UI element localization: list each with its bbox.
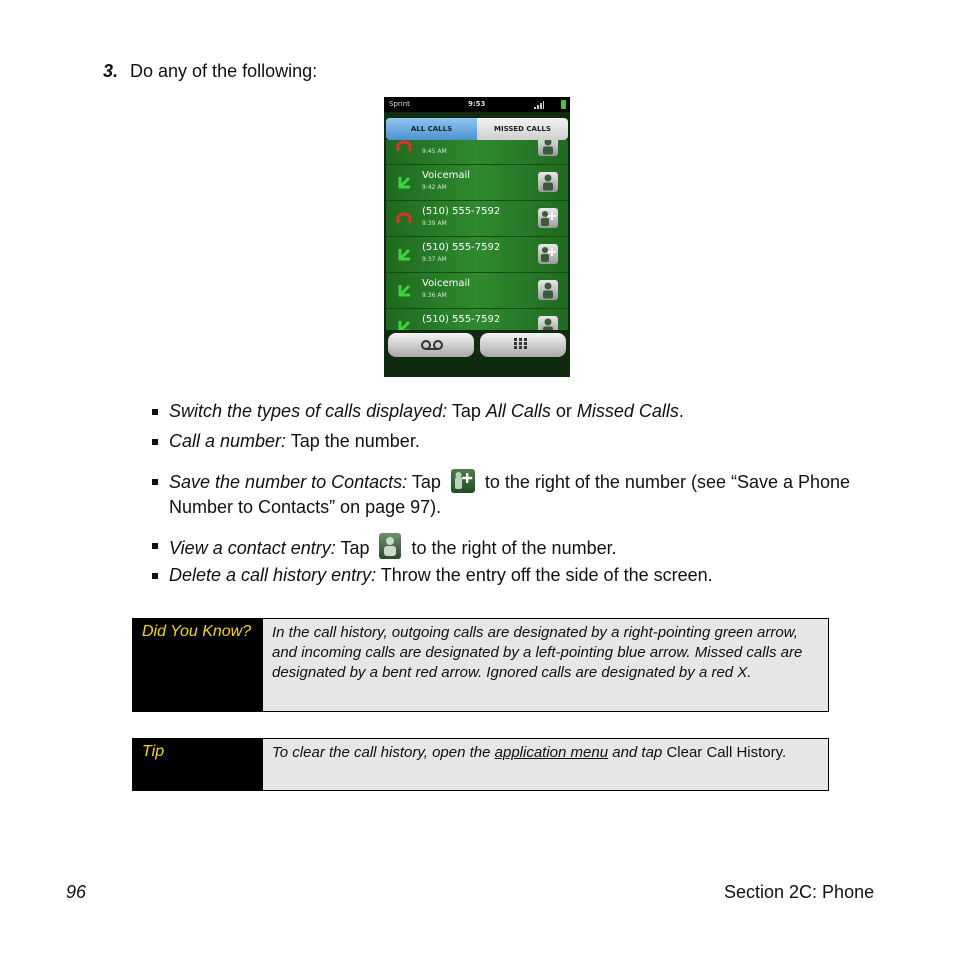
incoming-call-arrow-icon bbox=[396, 282, 412, 296]
call-type-tabs bbox=[386, 118, 568, 140]
tip-box bbox=[132, 738, 829, 791]
tip-text-part: and tap bbox=[608, 744, 667, 761]
caller-name: (510) 555-7592 bbox=[422, 242, 501, 253]
tip-text-part: To clear the call history, open the bbox=[272, 744, 495, 761]
voicemail-button[interactable] bbox=[388, 333, 474, 357]
bullet-text: Throw the entry off the side of the screen. bbox=[376, 565, 713, 585]
view-contact-button[interactable] bbox=[538, 172, 558, 192]
signal-icon bbox=[534, 101, 544, 109]
call-time: 9:45 AM bbox=[422, 148, 447, 155]
bullet-call-number bbox=[152, 429, 852, 454]
step-number: 3. bbox=[103, 61, 119, 81]
bullet-text: Tap the number. bbox=[286, 431, 420, 451]
call-history-row[interactable] bbox=[386, 236, 568, 273]
view-contact-button[interactable] bbox=[538, 316, 558, 330]
caller-name: Voicemail bbox=[422, 170, 471, 181]
bullet-switch-call-types bbox=[152, 399, 852, 424]
incoming-call-arrow-icon bbox=[396, 174, 412, 188]
add-contact-button[interactable] bbox=[538, 208, 558, 228]
bullet-lead: Save the number to Contacts: bbox=[169, 472, 408, 492]
incoming-call-arrow-icon bbox=[396, 246, 412, 260]
bullet-text: Tap bbox=[335, 538, 375, 558]
carrier-label: Sprint bbox=[389, 100, 410, 108]
status-time: 9:53 bbox=[468, 100, 486, 108]
view-contact-button[interactable] bbox=[538, 280, 558, 300]
tip-label: Tip bbox=[133, 739, 263, 790]
bullet-lead: Switch the types of calls displayed: bbox=[169, 401, 448, 421]
did-you-know-label: Did You Know? bbox=[133, 619, 263, 711]
tip-text bbox=[272, 739, 828, 769]
voicemail-icon bbox=[421, 338, 443, 352]
step-text: Do any of the following: bbox=[130, 61, 318, 81]
step-instruction bbox=[103, 60, 317, 82]
call-history-row[interactable] bbox=[386, 140, 568, 165]
contact-icon bbox=[538, 316, 558, 330]
call-time: 9:36 AM bbox=[422, 292, 447, 299]
application-menu-link[interactable]: application menu bbox=[494, 744, 609, 761]
call-time: 9:39 AM bbox=[422, 220, 447, 227]
call-history-row[interactable] bbox=[386, 272, 568, 309]
caller-name: Voicemail bbox=[422, 278, 471, 289]
bullet-lead: Call a number: bbox=[169, 431, 287, 451]
bullet-text: . bbox=[678, 401, 684, 421]
tip-text-part: . bbox=[782, 744, 787, 761]
call-history-row[interactable] bbox=[386, 308, 568, 330]
phone-bottom-bar bbox=[386, 333, 568, 357]
caller-name: (510) 555-7592 bbox=[422, 206, 501, 217]
bullet-lead: View a contact entry: bbox=[169, 538, 336, 558]
add-contact-icon bbox=[451, 469, 475, 493]
did-you-know-text: In the call history, outgoing calls are designated by a right-pointing green arrow, and incoming calls are designated by a left-pointing blue arrow. Missed calls are designated by a bent red arrow. Ignored calls are designated by a red X. bbox=[272, 624, 803, 681]
battery-icon bbox=[561, 100, 566, 109]
bullet-text: to the right of the number (see “Save a Phone Number to Contacts” on page 97). bbox=[169, 472, 851, 517]
bullet-text: or bbox=[550, 401, 577, 421]
tab-all-calls[interactable]: ALL CALLS bbox=[386, 118, 477, 140]
add-contact-icon bbox=[538, 244, 558, 264]
call-time: 9:37 AM bbox=[422, 256, 447, 263]
tab-missed-calls[interactable]: MISSED CALLS bbox=[494, 125, 551, 133]
status-bar bbox=[384, 97, 570, 112]
contact-icon bbox=[379, 533, 401, 559]
page-number: 96 bbox=[66, 882, 87, 902]
view-contact-button[interactable] bbox=[538, 140, 558, 156]
call-history-row[interactable] bbox=[386, 200, 568, 237]
missed-calls-term: Missed Calls bbox=[576, 401, 679, 421]
bullet-lead: Delete a call history entry: bbox=[169, 565, 377, 585]
caller-name: (510) 555-7592 bbox=[422, 314, 501, 325]
bullet-text: Tap bbox=[447, 401, 486, 421]
missed-call-arrow-icon bbox=[396, 140, 412, 152]
dialpad-button[interactable] bbox=[480, 333, 566, 357]
clear-call-history-term: Clear Call History bbox=[666, 744, 783, 761]
add-contact-icon bbox=[538, 208, 558, 228]
bullet-text: to the right of the number. bbox=[406, 538, 617, 558]
bullet-view-contact bbox=[152, 533, 852, 561]
missed-call-arrow-icon bbox=[396, 210, 412, 224]
dialpad-icon bbox=[513, 338, 529, 352]
bullet-save-number bbox=[152, 469, 852, 520]
call-history-list bbox=[386, 140, 568, 330]
bullet-delete-entry bbox=[152, 563, 852, 588]
call-time: 9:42 AM bbox=[422, 184, 447, 191]
section-title: Section 2C: Phone bbox=[724, 882, 875, 902]
contact-icon bbox=[538, 140, 558, 156]
add-contact-button[interactable] bbox=[538, 244, 558, 264]
all-calls-term: All Calls bbox=[485, 401, 551, 421]
call-history-row[interactable] bbox=[386, 164, 568, 201]
incoming-call-arrow-icon bbox=[396, 318, 412, 330]
phone-screenshot bbox=[384, 97, 570, 377]
contact-icon bbox=[538, 172, 558, 192]
did-you-know-box bbox=[132, 618, 829, 712]
bullet-text: Tap bbox=[407, 472, 446, 492]
contact-icon bbox=[538, 280, 558, 300]
